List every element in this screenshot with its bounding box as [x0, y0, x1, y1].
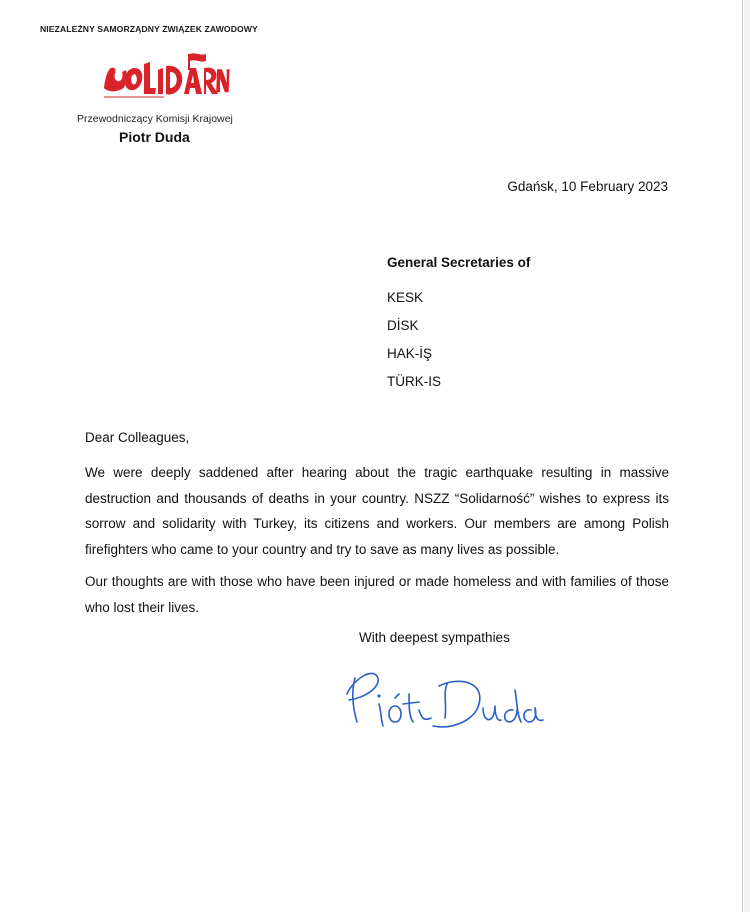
- body-paragraph: Our thoughts are with those who have been injured or made homeless and with families of those who lost their lives.: [85, 574, 669, 615]
- organization-name: NIEZALEŻNY SAMORZĄDNY ZWIĄZEK ZAWODOWY: [40, 24, 258, 34]
- addressees-title: General Secretaries of: [387, 255, 531, 270]
- salutation: Dear Colleagues,: [85, 430, 190, 445]
- solidarnosc-logo: [100, 50, 230, 102]
- chair-name: Piotr Duda: [119, 129, 190, 145]
- addressee: TÜRK-IS: [387, 374, 441, 389]
- addressee: HAK-İŞ: [387, 346, 433, 361]
- handwritten-signature: [335, 660, 545, 750]
- body-paragraph: We were deeply saddened after hearing about the tragic earthquake resulting in massive destruction and thousands of deaths in your country. NSZZ “Solidarność” wishes to express its sorrow and solidarity with Turkey, its citizens and workers. Our members are among Polish firefighters who came to your country and try to save as many lives as possible.: [85, 465, 669, 557]
- page-edge: [742, 0, 743, 912]
- addressee: KESK: [387, 290, 424, 305]
- addressee: DİSK: [387, 318, 419, 333]
- closing-line: With deepest sympathies: [359, 630, 510, 645]
- page-gutter: [744, 0, 750, 912]
- place-date: Gdańsk, 10 February 2023: [507, 179, 668, 194]
- chair-title: Przewodniczący Komisji Krajowej: [77, 113, 233, 125]
